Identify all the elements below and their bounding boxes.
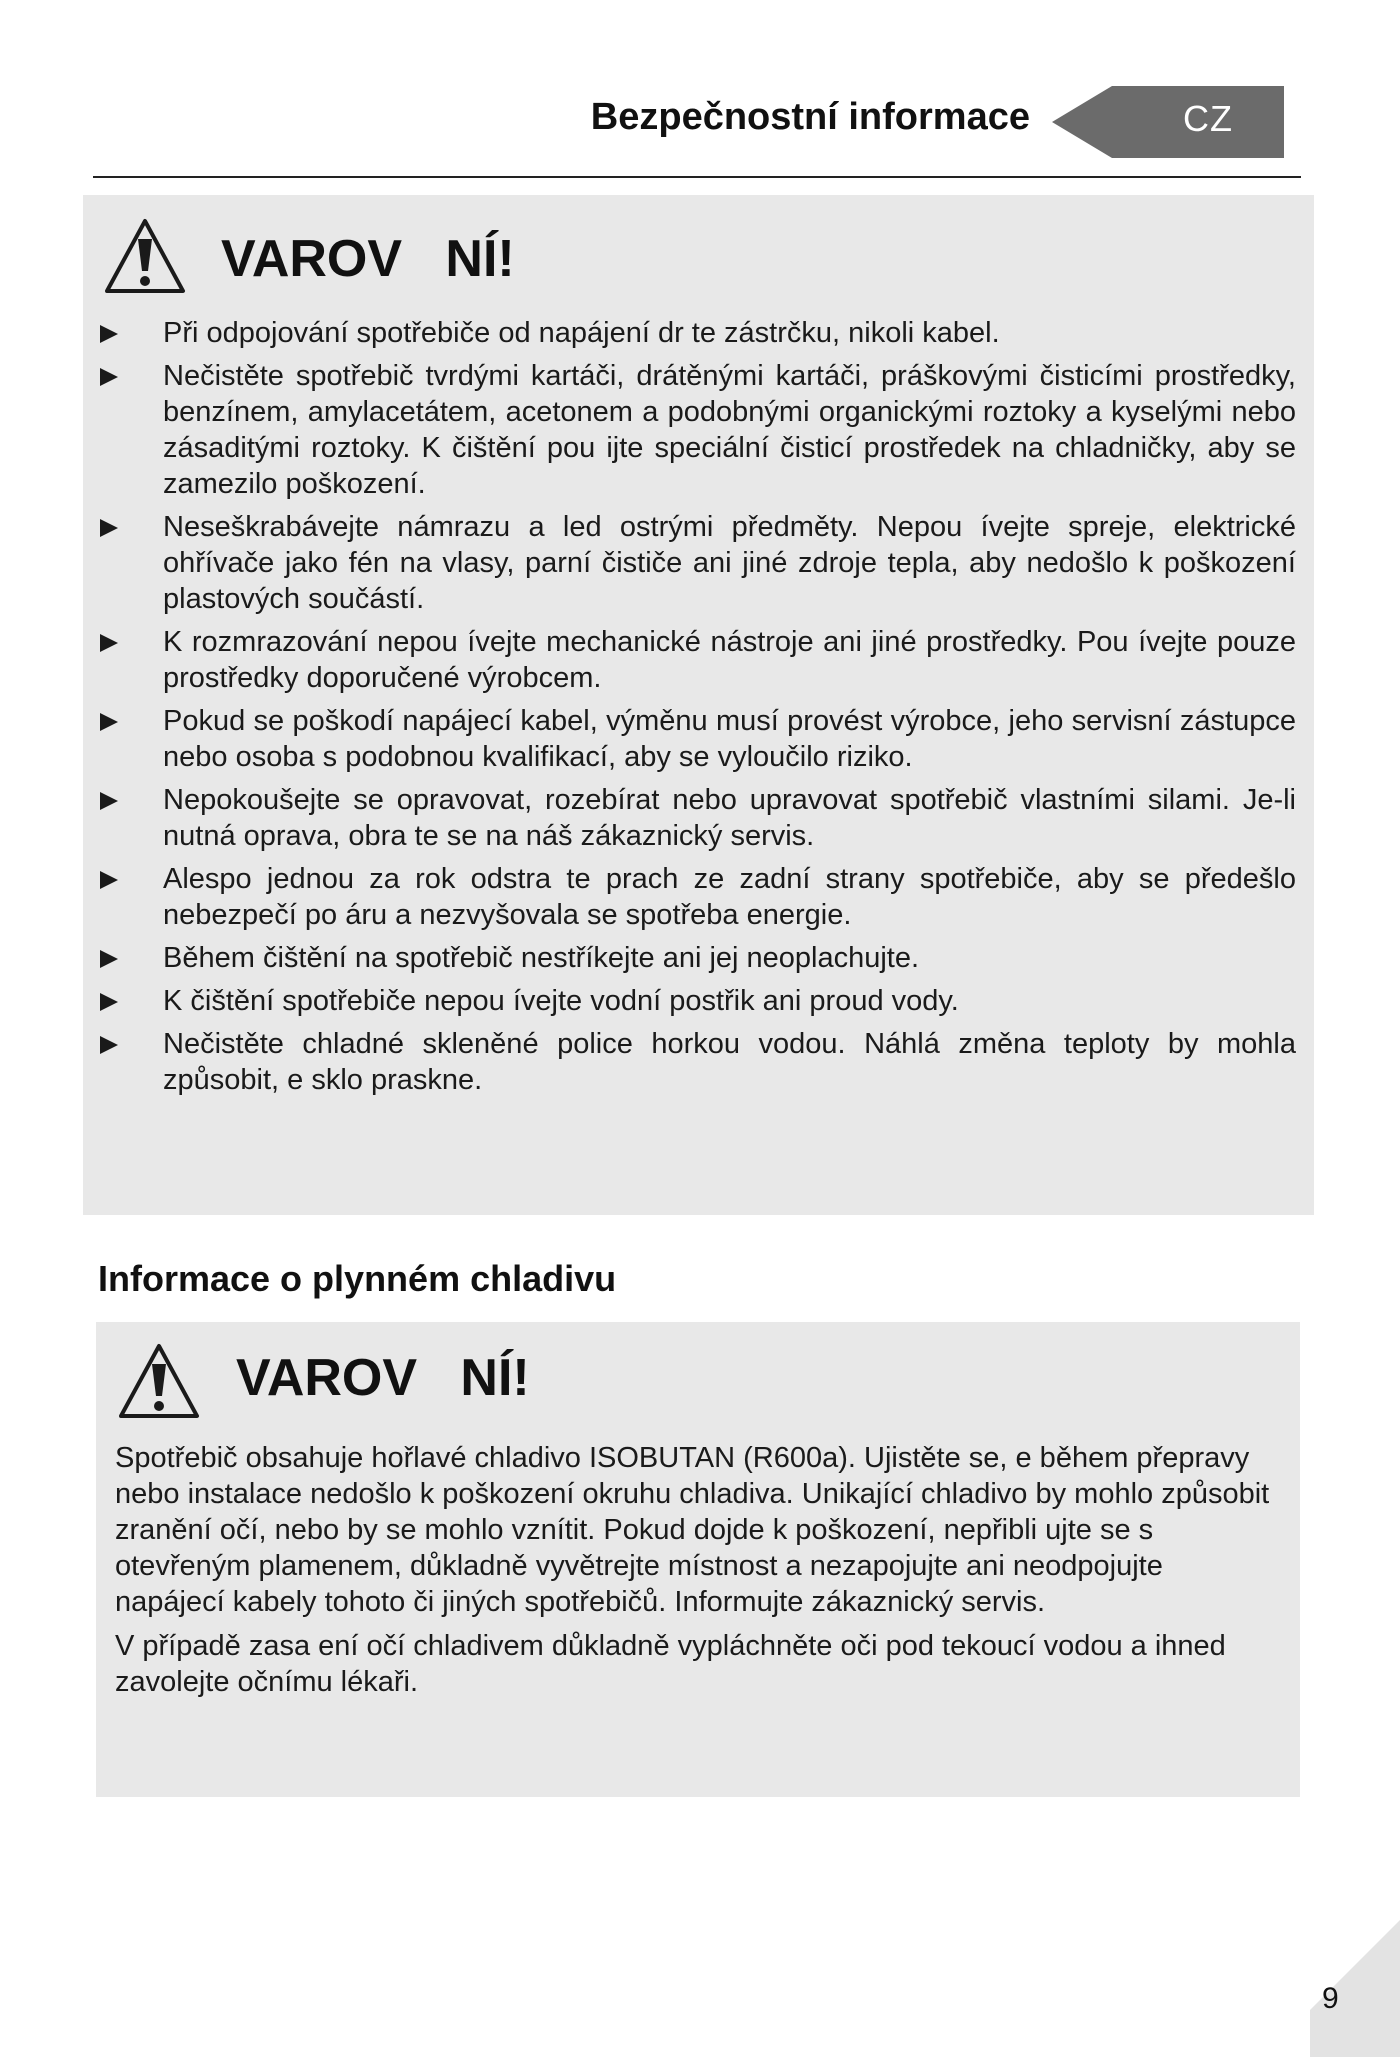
warning-triangle-icon	[103, 215, 187, 299]
warning-box-safety	[83, 195, 1314, 1215]
header-divider	[93, 176, 1301, 178]
warning-box-refrigerant	[96, 1322, 1300, 1797]
page-header-title: Bezpečnostní informace	[590, 96, 1030, 138]
bullet-arrow-icon	[100, 1036, 118, 1054]
bullet-arrow-icon	[100, 713, 118, 731]
list-item: Při odpojování spotřebiče od napájení dr te zástrčku, nikoli kabel.	[100, 315, 1296, 351]
list-item: Pokud se poškodí napájecí kabel, výměnu musí provést výrobce, jeho servisní zástupce nebo osoba s podobnou kvalifikací, aby se vyloučilo riziko.	[100, 703, 1296, 775]
list-item: K rozmrazování nepou ívejte mechanické nástroje ani jiné prostředky. Pou ívejte pouze prostředky doporučené výrobcem.	[100, 624, 1296, 696]
list-item: Nečistěte chladné skleněné police horkou vodou. Náhlá změna teploty by mohla způsobit, e sklo praskne.	[100, 1026, 1296, 1098]
bullet-arrow-icon	[100, 519, 118, 537]
list-item: Nepokoušejte se opravovat, rozebírat nebo upravovat spotřebič vlastními silami. Je-li nutná oprava, obra te se na náš zákaznický servis.	[100, 782, 1296, 854]
bullet-arrow-icon	[100, 792, 118, 810]
language-label: CZ	[1183, 98, 1233, 139]
page-number: 9	[1322, 1982, 1339, 2015]
refrigerant-paragraph-2: V případě zasa ení očí chladivem důkladně vypláchněte oči pod tekoucí vodou a ihned zavolejte očnímu lékaři.	[115, 1630, 1226, 1698]
refrigerant-section-title: Informace o plynném chladivu	[98, 1258, 617, 1299]
safety-warning-list	[100, 315, 1296, 1105]
warning-title: VAROV NÍ!	[221, 230, 515, 288]
list-item: K čištění spotřebiče nepou ívejte vodní postřik ani proud vody.	[100, 983, 1296, 1019]
bullet-arrow-icon	[100, 368, 118, 386]
list-item: Nečistěte spotřebič tvrdými kartáči, drátěnými kartáči, práškovými čisticími prostředky, benzínem, amylacetátem, acetonem a podobnými organickými roztoky a kyselými nebo zásaditými roztoky. K čištění pou ijte speciální čisticí prostředek na chladničky, aby se zamezilo poškození.	[100, 358, 1296, 502]
refrigerant-paragraph-1: Spotřebič obsahuje hořlavé chladivo ISOBUTAN (R600a). Ujistěte se, e během přepravy nebo instalace nedošlo k poškození okruhu chladiva. Unikající chladivo by mohlo způsobit zranění očí, nebo by se mohlo vznítit. Pokud dojde k poškození, nepřibli ujte se s otevřeným plamenem, důkladně vyvětrejte místnost a nezapojujte ani neodpojujte napájecí kabely tohoto či jiných spotřebičů. Informujte zákaznický servis.	[115, 1442, 1270, 1618]
warning-triangle-icon	[116, 1340, 202, 1424]
bullet-arrow-icon	[100, 634, 118, 652]
list-item: Neseškrabávejte námrazu a led ostrými předměty. Nepou ívejte spreje, elektrické ohřívače jako fén na vlasy, parní čističe ani jiné zdroje tepla, aby nedošlo k poškození plastových součástí.	[100, 509, 1296, 617]
refrigerant-warning-text	[115, 1440, 1280, 1708]
bullet-arrow-icon	[100, 325, 118, 343]
bullet-arrow-icon	[100, 993, 118, 1011]
list-item: Alespo jednou za rok odstra te prach ze zadní strany spotřebiče, aby se předešlo nebezpečí po áru a nezvyšovala se spotřeba energie.	[100, 861, 1296, 933]
bullet-arrow-icon	[100, 950, 118, 968]
list-item: Během čištění na spotřebič nestříkejte ani jej neoplachujte.	[100, 940, 1296, 976]
language-tab	[1052, 86, 1284, 158]
warning-title: VAROV NÍ!	[236, 1349, 530, 1407]
bullet-arrow-icon	[100, 871, 118, 889]
